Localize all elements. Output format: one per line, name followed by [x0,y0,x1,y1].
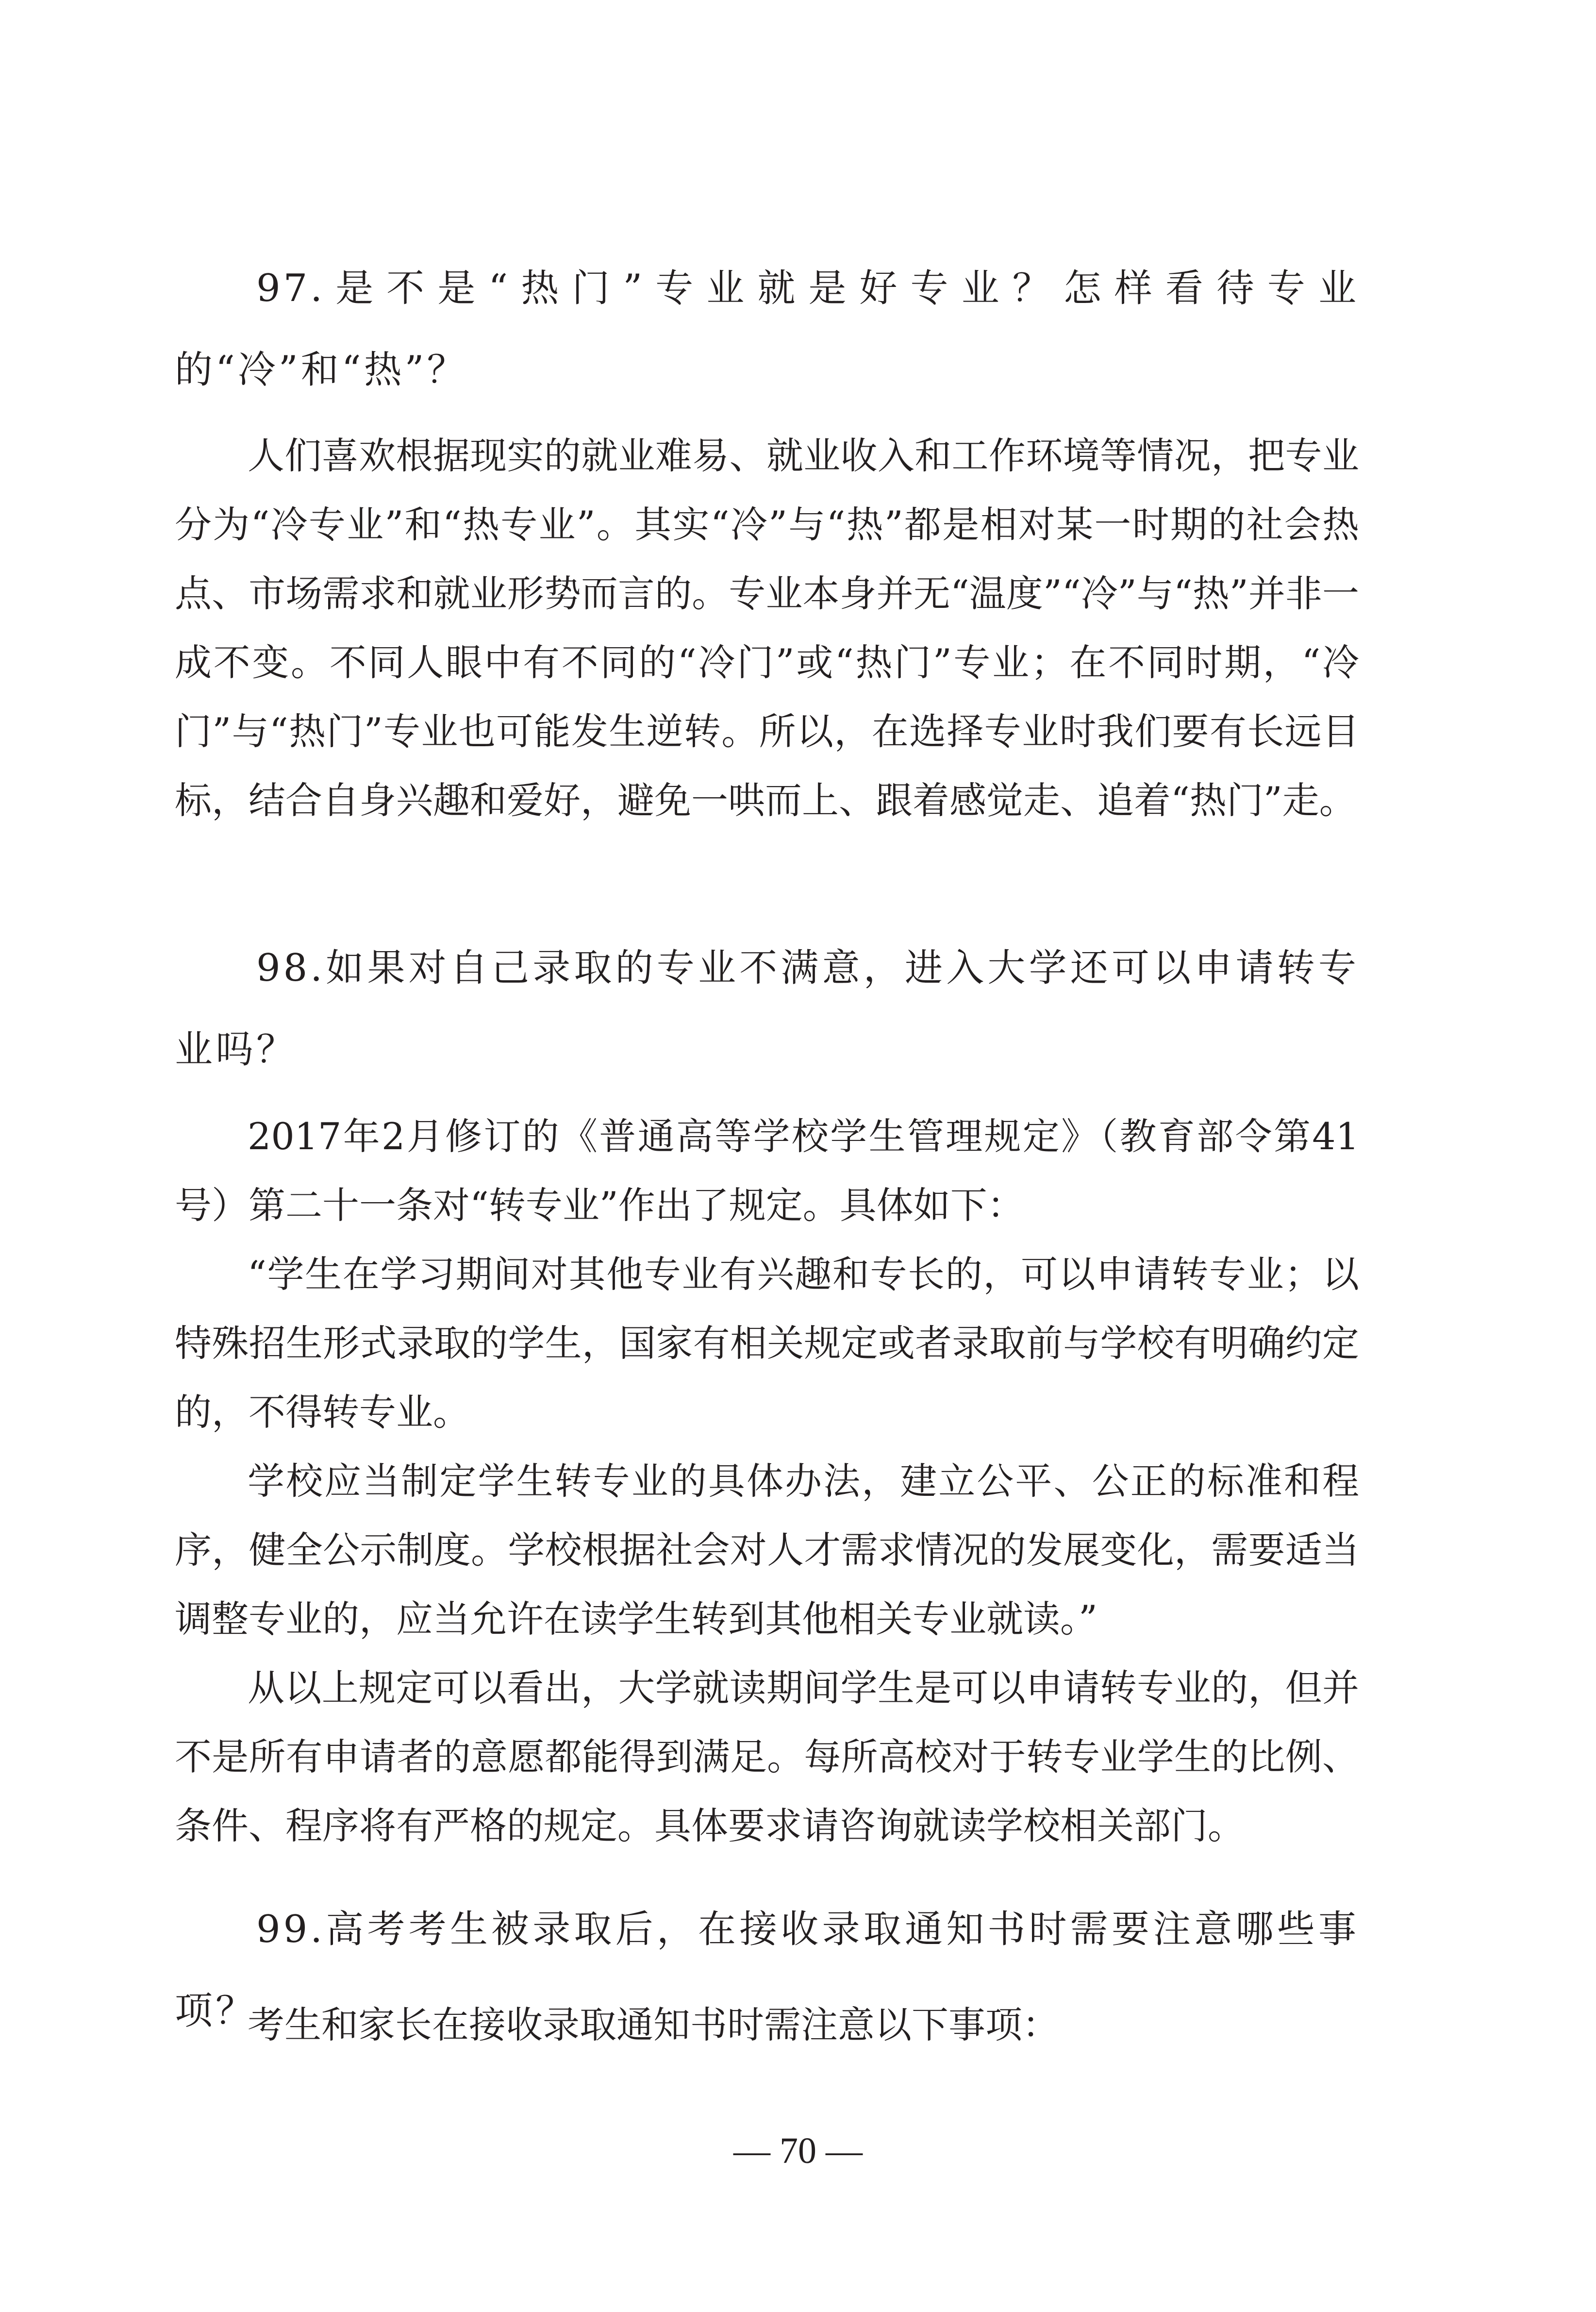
question-99-heading: 99.高考考生被录取后，在接收录取通知书时需要注意哪些事项？ [175,1908,1359,2033]
question-98-section [175,927,1359,1090]
question-98-answer [175,1102,1359,1860]
question-99-answer [175,1991,1359,2060]
question-98-paragraph: “学生在学习期间对其他专业有兴趣和专长的，可以申请转专业；以特殊招生形式录取的学生，国家有相关规定或者录取前与学校有明确约定的，不得转专业。 [175,1253,1359,1434]
question-97-section [175,248,1359,411]
page-number: — 70 — [733,2130,863,2171]
question-97-answer [175,421,1359,835]
question-98-paragraph: 从以上规定可以看出，大学就读期间学生是可以申请转专业的，但并不是所有申请者的意愿都能得到满足。每所高校对于转专业学生的比例、条件、程序将有严格的规定。具体要求请咨询就读学校相关部门。 [175,1666,1359,1847]
question-99-paragraph: 考生和家长在接收录取通知书时需注意以下事项： [248,2003,1059,2046]
question-98-paragraph: 学校应当制定学生转专业的具体办法，建立公平、公正的标准和程序，健全公示制度。学校根据社会对人才需求情况的发展变化，需要适当调整专业的，应当允许在读学生转到其他相关专业就读。” [175,1459,1359,1641]
question-97-paragraph: 人们喜欢根据现实的就业难易、就业收入和工作环境等情况，把专业分为“冷专业”和“热专业”。其实“冷”与“热”都是相对某一时期的社会热点、市场需求和就业形势而言的。专业本身并无“温度”“冷”与“热”并非一成不变。不同人眼中有不同的“冷门”或“热门”专业；在不同时期，“冷门”与“热门”专业也可能发生逆转。所以，在选择专业时我们要有长远目标，结合自身兴趣和爱好，避免一哄而上、跟着感觉走、追着“热门”走。 [175,434,1359,822]
question-98-paragraph: 2017年2月修订的《普通高等学校学生管理规定》（教育部令第41号）第二十一条对“转专业”作出了规定。具体如下： [175,1115,1359,1227]
question-98-heading: 98.如果对自己录取的专业不满意，进入大学还可以申请转专业吗？ [175,946,1359,1072]
question-97-heading: 97.是不是“热门”专业就是好专业？怎样看待专业的“冷”和“热”？ [175,267,1359,392]
